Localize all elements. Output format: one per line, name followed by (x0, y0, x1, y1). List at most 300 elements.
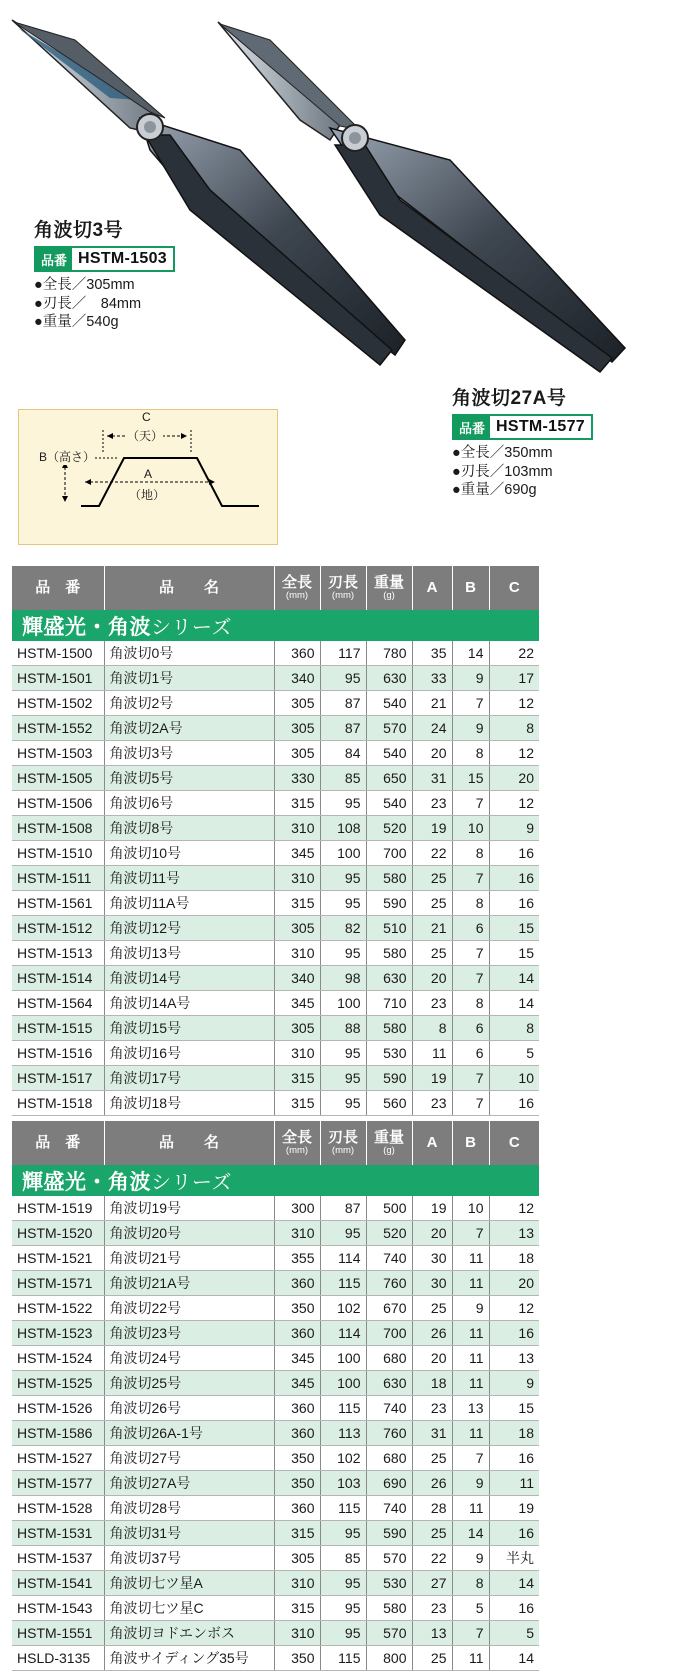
cell-length: 315 (274, 791, 320, 816)
cell-name: 角波切27号 (104, 1446, 274, 1471)
cell-weight: 530 (366, 1571, 412, 1596)
col-header-c: C (489, 566, 539, 610)
cell-length: 305 (274, 1546, 320, 1571)
cell-name: 角波切6号 (104, 791, 274, 816)
cell-weight: 800 (366, 1646, 412, 1671)
table-row (12, 716, 539, 741)
cell-c: 15 (489, 916, 539, 941)
cell-c: 12 (489, 1296, 539, 1321)
cell-b: 14 (452, 1521, 489, 1546)
cell-name: 角波切17号 (104, 1066, 274, 1091)
table-row (12, 1296, 539, 1321)
cell-name: 角波切8号 (104, 816, 274, 841)
cell-blade: 84 (320, 741, 366, 766)
cell-a: 23 (412, 791, 452, 816)
cell-blade: 100 (320, 1371, 366, 1396)
col-header-name: 品 名 (104, 566, 274, 610)
table-row (12, 1346, 539, 1371)
cell-a: 23 (412, 1091, 452, 1116)
cell-blade: 95 (320, 666, 366, 691)
cell-weight: 760 (366, 1271, 412, 1296)
cell-code: HSTM-1512 (12, 916, 104, 941)
cell-blade: 100 (320, 991, 366, 1016)
cell-code: HSTM-1524 (12, 1346, 104, 1371)
cell-length: 310 (274, 941, 320, 966)
col-header-a: A (412, 566, 452, 610)
table-row (12, 941, 539, 966)
cell-code: HSTM-1577 (12, 1471, 104, 1496)
cell-name: 角波切20号 (104, 1221, 274, 1246)
cell-a: 21 (412, 916, 452, 941)
diagram-a-label: A (144, 467, 153, 481)
cell-length: 310 (274, 1041, 320, 1066)
series-banner (12, 1165, 539, 1196)
cell-length: 310 (274, 816, 320, 841)
cell-code: HSTM-1519 (12, 1196, 104, 1221)
cell-c: 22 (489, 641, 539, 666)
cell-name: 角波切3号 (104, 741, 274, 766)
cell-code: HSTM-1520 (12, 1221, 104, 1246)
product-code: HSTM-1503 (72, 248, 173, 270)
cell-length: 345 (274, 1371, 320, 1396)
cell-length: 345 (274, 1346, 320, 1371)
cell-name: 角波切12号 (104, 916, 274, 941)
cell-blade: 95 (320, 1521, 366, 1546)
cell-b: 11 (452, 1246, 489, 1271)
cell-weight: 630 (366, 966, 412, 991)
table-row (12, 666, 539, 691)
cell-code: HSTM-1521 (12, 1246, 104, 1271)
cell-length: 360 (274, 641, 320, 666)
cell-length: 300 (274, 1196, 320, 1221)
cell-code: HSTM-1526 (12, 1396, 104, 1421)
cell-c: 14 (489, 1571, 539, 1596)
cell-code: HSTM-1505 (12, 766, 104, 791)
cell-name: 角波切16号 (104, 1041, 274, 1066)
cell-blade: 108 (320, 816, 366, 841)
product-label-2 (452, 383, 593, 500)
cell-b: 7 (452, 691, 489, 716)
cell-b: 15 (452, 766, 489, 791)
spec-length: ●全長／305mm (34, 277, 135, 293)
cell-length: 330 (274, 766, 320, 791)
diagram-a-sub: （地） (129, 488, 166, 502)
col-header-code: 品 番 (12, 566, 104, 610)
diagram-b-label: B（高さ） (39, 450, 96, 464)
table-row (12, 891, 539, 916)
cell-name: 角波切23号 (104, 1321, 274, 1346)
cell-weight: 590 (366, 1521, 412, 1546)
cell-b: 9 (452, 1296, 489, 1321)
series-suffix: シリーズ (151, 1171, 232, 1194)
cell-code: HSTM-1503 (12, 741, 104, 766)
cell-a: 26 (412, 1471, 452, 1496)
cell-blade: 95 (320, 1596, 366, 1621)
table-header-row (12, 1121, 539, 1165)
cell-a: 23 (412, 1396, 452, 1421)
code-tag: 品番 (454, 416, 490, 438)
cell-blade: 95 (320, 791, 366, 816)
cell-code: HSTM-1510 (12, 841, 104, 866)
cell-c: 20 (489, 766, 539, 791)
cell-b: 11 (452, 1646, 489, 1671)
cell-blade: 113 (320, 1421, 366, 1446)
cell-length: 310 (274, 1621, 320, 1646)
col-header-a: A (412, 1121, 452, 1165)
cell-blade: 95 (320, 1066, 366, 1091)
cell-a: 11 (412, 1041, 452, 1066)
cell-b: 6 (452, 916, 489, 941)
cell-blade: 87 (320, 1196, 366, 1221)
cell-b: 11 (452, 1271, 489, 1296)
cell-code: HSTM-1523 (12, 1321, 104, 1346)
cell-length: 315 (274, 1596, 320, 1621)
cell-name: 角波切28号 (104, 1496, 274, 1521)
cell-a: 24 (412, 716, 452, 741)
cell-blade: 98 (320, 966, 366, 991)
cell-a: 22 (412, 1546, 452, 1571)
spec-blade: ●刃長／ 84mm (34, 295, 142, 312)
cell-c: 12 (489, 1196, 539, 1221)
cell-weight: 580 (366, 1596, 412, 1621)
table-row (12, 1321, 539, 1346)
cell-a: 31 (412, 1421, 452, 1446)
table-row (12, 1646, 539, 1671)
cell-b: 9 (452, 1546, 489, 1571)
cell-blade: 114 (320, 1321, 366, 1346)
cell-length: 340 (274, 966, 320, 991)
cell-c: 14 (489, 991, 539, 1016)
cell-a: 23 (412, 1596, 452, 1621)
table-row (12, 866, 539, 891)
cell-code: HSTM-1552 (12, 716, 104, 741)
cell-b: 7 (452, 941, 489, 966)
cell-b: 11 (452, 1421, 489, 1446)
cell-b: 9 (452, 666, 489, 691)
col-header-length: 全長 (mm) (274, 566, 320, 610)
cell-a: 25 (412, 891, 452, 916)
cell-length: 315 (274, 1091, 320, 1116)
cell-b: 5 (452, 1596, 489, 1621)
cell-code: HSTM-1528 (12, 1496, 104, 1521)
product-name: 角波切27A号 (452, 388, 567, 409)
series-suffix: シリーズ (151, 616, 232, 639)
cell-b: 11 (452, 1496, 489, 1521)
cell-blade: 85 (320, 1546, 366, 1571)
diagram-c-label: C (142, 410, 151, 424)
cell-blade: 95 (320, 891, 366, 916)
cell-a: 18 (412, 1371, 452, 1396)
cell-name: 角波切2号 (104, 691, 274, 716)
cell-weight: 650 (366, 766, 412, 791)
cell-code: HSTM-1500 (12, 641, 104, 666)
cell-blade: 114 (320, 1246, 366, 1271)
cell-blade: 95 (320, 1221, 366, 1246)
cell-c: 半丸 (489, 1546, 539, 1571)
cell-code: HSTM-1501 (12, 666, 104, 691)
col-header-name: 品 名 (104, 1121, 274, 1165)
col-header-blade: 刃長 (mm) (320, 566, 366, 610)
cell-name: 角波切21A号 (104, 1271, 274, 1296)
cell-blade: 100 (320, 1346, 366, 1371)
cell-name: 角波切15号 (104, 1016, 274, 1041)
cell-weight: 740 (366, 1246, 412, 1271)
cell-blade: 95 (320, 1041, 366, 1066)
cell-c: 15 (489, 1396, 539, 1421)
cell-a: 20 (412, 966, 452, 991)
table-header-row (12, 566, 539, 610)
cell-length: 350 (274, 1646, 320, 1671)
table-row (12, 1066, 539, 1091)
cell-weight: 510 (366, 916, 412, 941)
cell-a: 30 (412, 1271, 452, 1296)
cell-b: 11 (452, 1371, 489, 1396)
cell-length: 305 (274, 716, 320, 741)
cell-weight: 740 (366, 1396, 412, 1421)
cell-name: 角波切七ツ星C (104, 1596, 274, 1621)
col-header-weight: 重量 (g) (366, 1121, 412, 1165)
cell-a: 13 (412, 1621, 452, 1646)
cell-c: 10 (489, 1066, 539, 1091)
cell-blade: 115 (320, 1271, 366, 1296)
cell-a: 19 (412, 816, 452, 841)
product-code-box (452, 414, 593, 440)
cell-a: 33 (412, 666, 452, 691)
cell-name: 角波切27A号 (104, 1471, 274, 1496)
cell-name: 角波サイディング35号 (104, 1646, 274, 1671)
product-code: HSTM-1577 (490, 416, 591, 438)
cell-weight: 520 (366, 1221, 412, 1246)
table-row (12, 1521, 539, 1546)
cell-length: 310 (274, 866, 320, 891)
cell-b: 7 (452, 1621, 489, 1646)
cell-a: 22 (412, 841, 452, 866)
cell-code: HSTM-1514 (12, 966, 104, 991)
table-row (12, 1271, 539, 1296)
cell-length: 305 (274, 916, 320, 941)
cell-name: 角波切22号 (104, 1296, 274, 1321)
cell-length: 350 (274, 1446, 320, 1471)
cell-blade: 115 (320, 1496, 366, 1521)
cell-a: 26 (412, 1321, 452, 1346)
cell-blade: 102 (320, 1296, 366, 1321)
cell-name: 角波切31号 (104, 1521, 274, 1546)
cell-code: HSLD-3135 (12, 1646, 104, 1671)
cell-name: 角波切37号 (104, 1546, 274, 1571)
cell-length: 345 (274, 841, 320, 866)
cell-weight: 530 (366, 1041, 412, 1066)
cell-a: 27 (412, 1571, 452, 1596)
cell-weight: 760 (366, 1421, 412, 1446)
table-row (12, 1091, 539, 1116)
table-row (12, 1446, 539, 1471)
cell-code: HSTM-1522 (12, 1296, 104, 1321)
cell-weight: 540 (366, 741, 412, 766)
cell-blade: 115 (320, 1646, 366, 1671)
cell-blade: 100 (320, 841, 366, 866)
cell-c: 16 (489, 1091, 539, 1116)
col-header-b: B (452, 1121, 489, 1165)
cell-a: 25 (412, 1646, 452, 1671)
cell-a: 21 (412, 691, 452, 716)
cell-name: 角波切25号 (104, 1371, 274, 1396)
cell-weight: 680 (366, 1346, 412, 1371)
cell-weight: 780 (366, 641, 412, 666)
cell-b: 9 (452, 716, 489, 741)
cell-code: HSTM-1527 (12, 1446, 104, 1471)
cell-name: 角波切14号 (104, 966, 274, 991)
cell-c: 12 (489, 791, 539, 816)
series-name: 輝盛光・角波 (22, 615, 151, 639)
table-row (12, 641, 539, 666)
cell-name: 角波切5号 (104, 766, 274, 791)
table-row (12, 1596, 539, 1621)
table-row (12, 1546, 539, 1571)
cell-weight: 570 (366, 1546, 412, 1571)
cell-name: 角波切19号 (104, 1196, 274, 1221)
cell-code: HSTM-1561 (12, 891, 104, 916)
cell-c: 5 (489, 1041, 539, 1066)
cell-weight: 580 (366, 941, 412, 966)
cell-length: 315 (274, 1521, 320, 1546)
cell-blade: 117 (320, 641, 366, 666)
cell-blade: 95 (320, 1621, 366, 1646)
cell-length: 305 (274, 691, 320, 716)
product-label-1 (34, 215, 175, 332)
cell-blade: 115 (320, 1396, 366, 1421)
cell-length: 345 (274, 991, 320, 1016)
cell-code: HSTM-1571 (12, 1271, 104, 1296)
cell-weight: 560 (366, 1091, 412, 1116)
cell-a: 25 (412, 1446, 452, 1471)
cell-weight: 700 (366, 1321, 412, 1346)
cell-b: 7 (452, 866, 489, 891)
cell-b: 7 (452, 1091, 489, 1116)
cell-name: 角波切26A-1号 (104, 1421, 274, 1446)
cell-c: 9 (489, 816, 539, 841)
col-header-b: B (452, 566, 489, 610)
cell-a: 19 (412, 1066, 452, 1091)
cell-name: 角波切七ツ星A (104, 1571, 274, 1596)
col-header-blade: 刃長 (mm) (320, 1121, 366, 1165)
cell-b: 8 (452, 1571, 489, 1596)
cell-code: HSTM-1516 (12, 1041, 104, 1066)
series-name: 輝盛光・角波 (22, 1170, 151, 1194)
cell-weight: 630 (366, 1371, 412, 1396)
cell-c: 12 (489, 691, 539, 716)
cell-blade: 95 (320, 1571, 366, 1596)
cell-b: 14 (452, 641, 489, 666)
cell-code: HSTM-1541 (12, 1571, 104, 1596)
cell-c: 8 (489, 1016, 539, 1041)
cell-c: 13 (489, 1346, 539, 1371)
cell-weight: 540 (366, 791, 412, 816)
cell-weight: 690 (366, 1471, 412, 1496)
table-row (12, 966, 539, 991)
cell-b: 7 (452, 1066, 489, 1091)
cell-c: 15 (489, 941, 539, 966)
cell-a: 31 (412, 766, 452, 791)
table-row (12, 1221, 539, 1246)
table-row (12, 1371, 539, 1396)
cell-blade: 95 (320, 866, 366, 891)
col-header-c: C (489, 1121, 539, 1165)
cell-b: 7 (452, 791, 489, 816)
cell-blade: 82 (320, 916, 366, 941)
col-header-length: 全長 (mm) (274, 1121, 320, 1165)
cell-c: 13 (489, 1221, 539, 1246)
cell-code: HSTM-1518 (12, 1091, 104, 1116)
cell-c: 16 (489, 1596, 539, 1621)
cell-b: 11 (452, 1346, 489, 1371)
cell-a: 28 (412, 1496, 452, 1521)
table-row (12, 841, 539, 866)
cell-b: 7 (452, 1221, 489, 1246)
cell-code: HSTM-1537 (12, 1546, 104, 1571)
cell-b: 10 (452, 1196, 489, 1221)
cell-code: HSTM-1508 (12, 816, 104, 841)
table-row (12, 1016, 539, 1041)
cell-b: 7 (452, 966, 489, 991)
cell-weight: 580 (366, 1016, 412, 1041)
cell-length: 315 (274, 1066, 320, 1091)
cell-a: 25 (412, 866, 452, 891)
cell-length: 305 (274, 741, 320, 766)
table-row (12, 1196, 539, 1221)
cell-blade: 103 (320, 1471, 366, 1496)
cell-length: 360 (274, 1321, 320, 1346)
cell-blade: 95 (320, 941, 366, 966)
cell-c: 14 (489, 966, 539, 991)
cell-code: HSTM-1511 (12, 866, 104, 891)
cell-c: 12 (489, 741, 539, 766)
cell-c: 16 (489, 891, 539, 916)
table-row (12, 1621, 539, 1646)
col-header-code: 品 番 (12, 1121, 104, 1165)
cell-weight: 570 (366, 716, 412, 741)
cell-c: 18 (489, 1246, 539, 1271)
cell-b: 10 (452, 816, 489, 841)
cell-name: 角波切1号 (104, 666, 274, 691)
cell-b: 7 (452, 1446, 489, 1471)
cell-code: HSTM-1506 (12, 791, 104, 816)
cell-a: 25 (412, 941, 452, 966)
spec-blade: ●刃長／103mm (452, 463, 553, 480)
cell-weight: 710 (366, 991, 412, 1016)
cell-c: 20 (489, 1271, 539, 1296)
cell-name: 角波切10号 (104, 841, 274, 866)
cell-a: 30 (412, 1246, 452, 1271)
cell-c: 16 (489, 1321, 539, 1346)
table-row (12, 1421, 539, 1446)
cell-length: 360 (274, 1496, 320, 1521)
cell-c: 8 (489, 716, 539, 741)
cell-a: 20 (412, 1221, 452, 1246)
table-row (12, 791, 539, 816)
table-body-1 (12, 641, 539, 1116)
cell-weight: 570 (366, 1621, 412, 1646)
cell-b: 13 (452, 1396, 489, 1421)
cell-b: 8 (452, 741, 489, 766)
cell-c: 11 (489, 1471, 539, 1496)
cell-length: 360 (274, 1421, 320, 1446)
diagram-c-sub: （天） (127, 429, 164, 443)
cell-weight: 680 (366, 1446, 412, 1471)
cell-weight: 540 (366, 691, 412, 716)
cell-b: 11 (452, 1321, 489, 1346)
cell-length: 360 (274, 1271, 320, 1296)
cell-weight: 670 (366, 1296, 412, 1321)
